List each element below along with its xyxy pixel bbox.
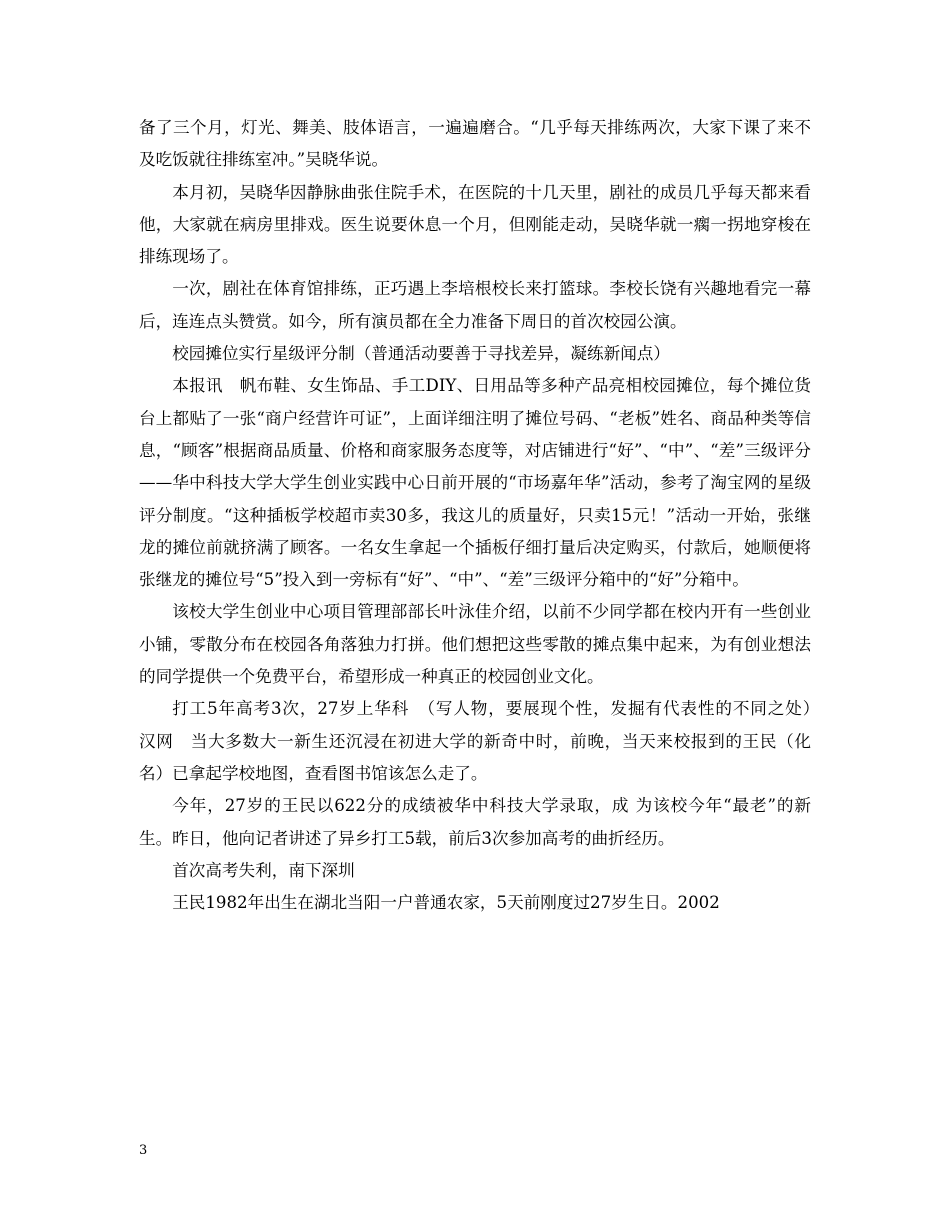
paragraph-7: 打工5年高考3次，27岁上华科 （写人物，要展现个性，发掘有代表性的不同之处） 汉网 当大多数大一新生还沉浸在初进大学的新奇中时，前晚，当天来校报到的王民（化名）已拿起学校地图，查看图书馆该怎么走了。 xyxy=(139,699,828,783)
paragraph-6: 该校大学生创业中心项目管理部部长叶泳佳介绍，以前不少同学都在校内开有一些创业小铺，零散分布在校园各角落独力打拼。他们想把这些零散的摊点集中起来，为有创业想法的同学提供一个免费平台，希望形成一种真正的校园创业文化。 xyxy=(139,602,811,687)
paragraph-2: 本月初，吴晓华因静脉曲张住院手术，在医院的十几天里，剧社的成员几乎每天都来看他，大家就在病房里排戏。医生说要休息一个月，但刚能走动，吴晓华就一瘸一拐地穿梭在排练现场了。 xyxy=(139,182,811,267)
paragraph-3: 一次，剧社在体育馆排练，正巧遇上李培根校长来打篮球。李校长饶有兴趣地看完一幕后，连连点头赞赏。如今，所有演员都在全力准备下周日的首次校园公演。 xyxy=(139,279,811,331)
paragraph-8: 今年，27岁的王民以622分的成绩被华中科技大学录取，成 为该校今年“最老”的新生。昨日，他向记者讲述了异乡打工5载，前后3次参加高考的曲折经历。 xyxy=(139,796,811,848)
paragraph-5: 本报讯 帆布鞋、女生饰品、手工DIY、日用品等多种产品亮相校园摊位，每个摊位货台上都贴了一张“商户经营许可证”，上面详细注明了摊位号码、“老板”姓名、商品种类等信息，“顾客”根据商品质量、价格和商家服务态度等，对店铺进行“好”、“中”、“差”三级评分——华中科技大学大学生创业实践中心日前开展的“市场嘉年华”活动，参考了淘宝网的星级评分制度。“这种插板学校超市卖30多，我这儿的质量好，只卖15元！”活动一开始，张继龙的摊位前就挤满了顾客。一名女生拿起一个插板仔细打量后决定购买，付款后，她顺便将张继龙的摊位号“5”投入到一旁标有“好”、“中”、“差”三级评分箱中的“好”分箱中。 xyxy=(139,376,811,590)
paragraph-1: 备了三个月，灯光、舞美、肢体语言，一遍遍磨合。“几乎每天排练两次，大家下课了来不及吃饭就往排练室冲。”吴晓华说。 xyxy=(139,118,811,170)
section-heading-first-exam: 首次高考失利，南下深圳 xyxy=(172,860,355,880)
document-body xyxy=(139,112,828,919)
section-heading-campus-stalls: 校园摊位实行星级评分制（普通活动要善于寻找差异，凝练新闻点） xyxy=(172,344,670,364)
paragraph-10: 王民1982年出生在湖北当阳一户普通农家，5天前刚度过27岁生日。2002 xyxy=(172,893,720,913)
page-number: 3 xyxy=(139,1143,148,1158)
